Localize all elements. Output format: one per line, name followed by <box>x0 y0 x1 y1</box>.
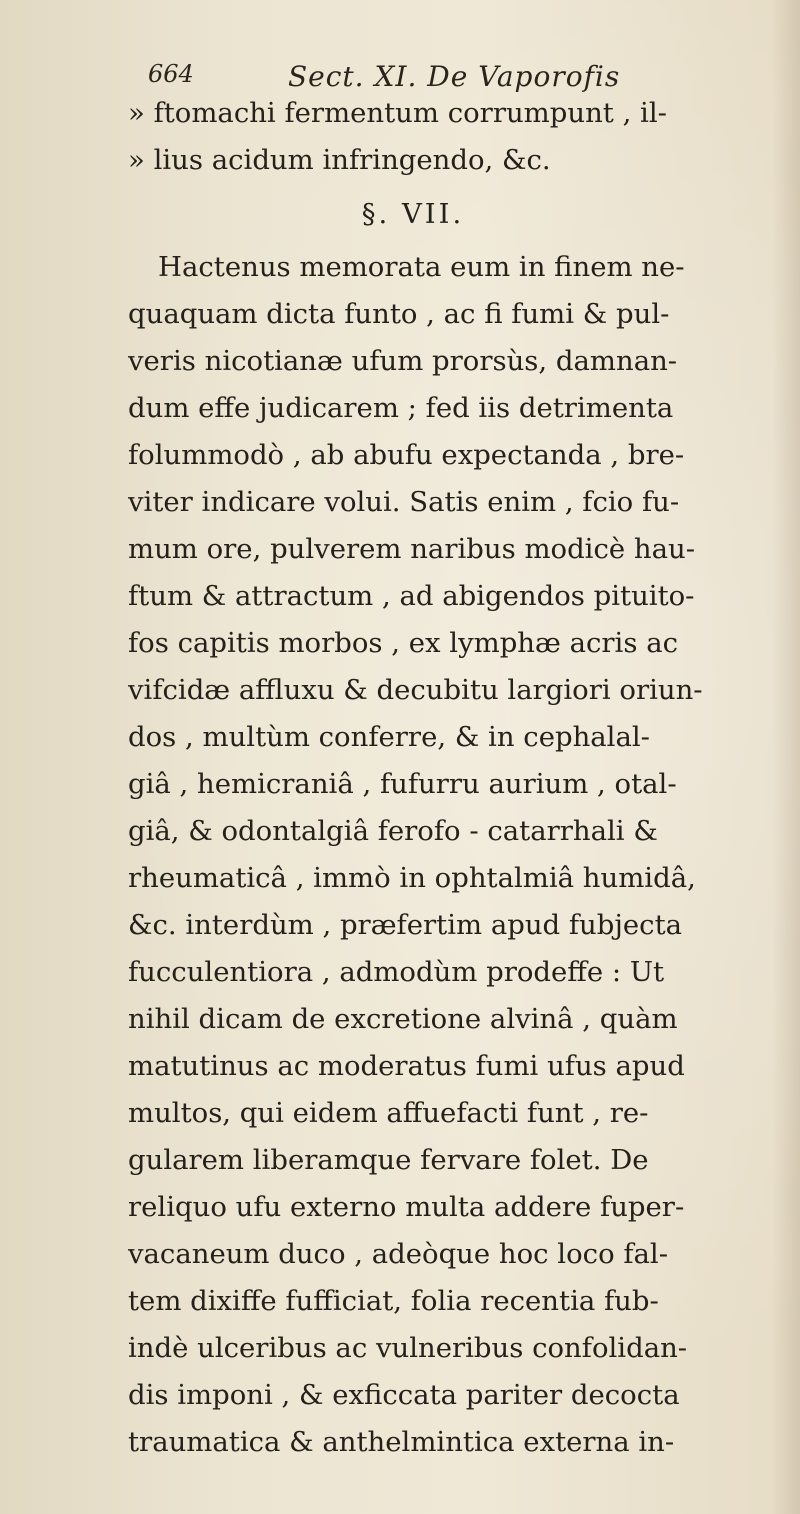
text-line: veris nicotianæ ufum prorsùs, damnan- <box>128 345 678 377</box>
text-line: giâ, & odontalgiâ ferofo - catarrhali & <box>128 815 658 847</box>
text-line: multos, qui eidem affuefacti funt , re- <box>128 1097 649 1129</box>
text-line: vacaneum duco , adeòque hoc loco fal- <box>128 1238 669 1270</box>
running-title: Sect. XI. De Vaporofis <box>288 60 621 93</box>
text-line: Hactenus memorata eum in finem ne- <box>158 251 685 283</box>
text-line: vifcidæ affluxu & decubitu largiori oriun- <box>128 674 703 706</box>
text-line: indè ulceribus ac vulneribus confolidan- <box>128 1332 688 1364</box>
text-line: » lius acidum infringendo, &c. <box>128 144 551 176</box>
text-line: dis imponi , & exficcata pariter decocta <box>128 1379 680 1411</box>
text-line: ftum & attractum , ad abigendos pituito- <box>128 580 695 612</box>
page-edge-shadow <box>772 0 800 1514</box>
text-line: reliquo ufu externo multa addere fuper- <box>128 1191 685 1223</box>
text-line: » ftomachi fermentum corrumpunt , il- <box>128 97 667 129</box>
text-line: dos , multùm conferre, & in cephalal- <box>128 721 650 753</box>
section-heading: §. VII. <box>361 198 465 230</box>
text-line: dum effe judicarem ; fed iis detrimenta <box>128 392 674 424</box>
text-line: fos capitis morbos , ex lymphæ acris ac <box>128 627 678 659</box>
page-number: 664 <box>148 60 194 88</box>
text-line: tem dixiffe fufficiat, folia recentia fub- <box>128 1285 659 1317</box>
text-line: mum ore, pulverem naribus modicè hau- <box>128 533 695 565</box>
text-line: fucculentiora , admodùm prodeffe : Ut <box>128 956 665 988</box>
text-line: viter indicare volui. Satis enim , fcio fu- <box>128 486 680 518</box>
text-line: folummodò , ab abufu expectanda , bre- <box>128 439 685 471</box>
text-line: quaquam dicta funto , ac fi fumi & pul- <box>128 298 670 330</box>
text-line: matutinus ac moderatus fumi ufus apud <box>128 1050 685 1082</box>
text-line: nihil dicam de excretione alvinâ , quàm <box>128 1003 678 1035</box>
text-line: rheumaticâ , immò in ophtalmiâ humidâ, <box>128 862 696 894</box>
text-line: &c. interdùm , præfertim apud fubjecta <box>128 909 683 941</box>
text-line: giâ , hemicraniâ , fufurru aurium , otal- <box>128 768 677 800</box>
text-line: traumatica & anthelmintica externa in- <box>128 1426 675 1458</box>
text-line: gularem liberamque fervare folet. De <box>128 1144 649 1176</box>
body-text <box>128 90 728 1466</box>
